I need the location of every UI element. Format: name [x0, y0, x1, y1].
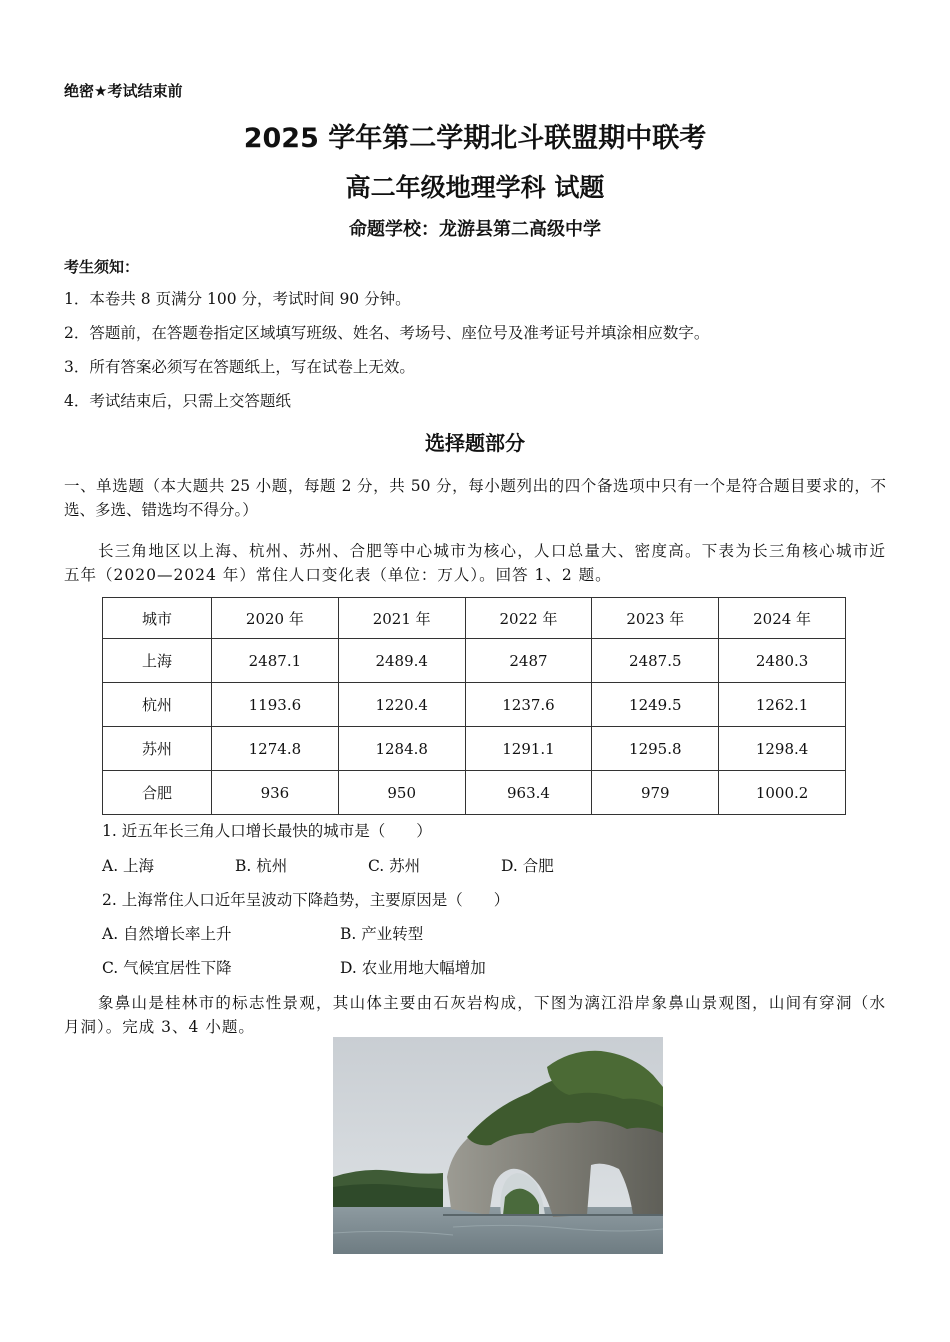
- exam-subject: 高二年级地理学科 试题: [345, 173, 605, 202]
- notice-item: 1．本卷共 8 页满分 100 分，考试时间 90 分钟。: [64, 290, 411, 308]
- option-c: C. 气候宜居性下降: [102, 959, 232, 977]
- table-cell: 950: [338, 771, 465, 815]
- table-cell: 1237.6: [465, 683, 592, 727]
- table-row: [103, 639, 846, 683]
- notice-item: 4．考试结束后，只需上交答题纸: [64, 392, 291, 410]
- table-cell: 1249.5: [592, 683, 719, 727]
- option-d: D. 农业用地大幅增加: [340, 959, 486, 977]
- table-cell: 合肥: [103, 771, 212, 815]
- elephant-trunk-hill-photo: [333, 1037, 663, 1254]
- table-header: 2022 年: [465, 598, 592, 639]
- table-row: [103, 683, 846, 727]
- table-cell: 1220.4: [338, 683, 465, 727]
- table-cell: 杭州: [103, 683, 212, 727]
- question-1-stem: 1. 近五年长三角人口增长最快的城市是（ ）: [102, 822, 432, 840]
- notice-heading: 考生须知：: [64, 258, 140, 276]
- population-table: [102, 597, 846, 815]
- table-cell: 2487: [465, 639, 592, 683]
- option-a: A. 上海: [102, 857, 155, 875]
- table-header-row: [103, 598, 846, 639]
- table-row: [103, 727, 846, 771]
- option-b: B. 产业转型: [340, 925, 424, 943]
- passage-2: 象鼻山是桂林市的标志性景观，其山体主要由石灰岩构成，下图为漓江沿岸象鼻山景观图，山间有穿洞（水月洞）。完成 3、4 小题。: [64, 994, 886, 1036]
- table-cell: 1274.8: [212, 727, 339, 771]
- table-cell: 936: [212, 771, 339, 815]
- table-header: 城市: [103, 598, 212, 639]
- option-a: A. 自然增长率上升: [102, 925, 232, 943]
- section-title: 选择题部分: [425, 431, 525, 455]
- question-1-options: [102, 854, 634, 876]
- landscape-photo-icon: [333, 1037, 663, 1254]
- question-2-options: [102, 956, 486, 978]
- exam-school: 命题学校：龙游县第二高级中学: [349, 219, 601, 240]
- table-cell: 979: [592, 771, 719, 815]
- table-cell: 1295.8: [592, 727, 719, 771]
- question-2-options: [102, 922, 423, 944]
- table-cell: 2487.5: [592, 639, 719, 683]
- table-cell: 963.4: [465, 771, 592, 815]
- notice-item: 3．所有答案必须写在答题纸上，写在试卷上无效。: [64, 358, 415, 376]
- table-cell: 苏州: [103, 727, 212, 771]
- table-cell: 1000.2: [719, 771, 846, 815]
- passage-1: 长三角地区以上海、杭州、苏州、合肥等中心城市为核心，人口总量大、密度高。下表为长三角核心城市近五年（2020—2024 年）常住人口变化表（单位：万人）。回答 1、2 题。: [64, 542, 886, 584]
- table-cell: 2480.3: [719, 639, 846, 683]
- table-cell: 上海: [103, 639, 212, 683]
- exam-title: 2025 学年第二学期北斗联盟期中联考: [243, 123, 707, 154]
- notice-item: 2．答题前，在答题卷指定区域填写班级、姓名、考场号、座位号及准考证号并填涂相应数字。: [64, 324, 710, 342]
- table-cell: 2487.1: [212, 639, 339, 683]
- question-2-stem: 2. 上海常住人口近年呈波动下降趋势，主要原因是（ ）: [102, 891, 510, 909]
- table-cell: 1291.1: [465, 727, 592, 771]
- table-header: 2023 年: [592, 598, 719, 639]
- table-header: 2024 年: [719, 598, 846, 639]
- table-header: 2020 年: [212, 598, 339, 639]
- option-b: B. 杭州: [235, 857, 288, 875]
- confidential-label: 绝密★考试结束前: [64, 82, 183, 100]
- table-cell: 1262.1: [719, 683, 846, 727]
- instructions: 一、单选题（本大题共 25 小题，每题 2 分，共 50 分，每小题列出的四个备选项中只有一个是符合题目要求的，不选、多选、错选均不得分。）: [64, 477, 886, 519]
- table-cell: 1298.4: [719, 727, 846, 771]
- table-cell: 1284.8: [338, 727, 465, 771]
- option-d: D. 合肥: [501, 857, 554, 875]
- table-cell: 2489.4: [338, 639, 465, 683]
- table-cell: 1193.6: [212, 683, 339, 727]
- option-c: C. 苏州: [368, 857, 421, 875]
- table-header: 2021 年: [338, 598, 465, 639]
- table-row: [103, 771, 846, 815]
